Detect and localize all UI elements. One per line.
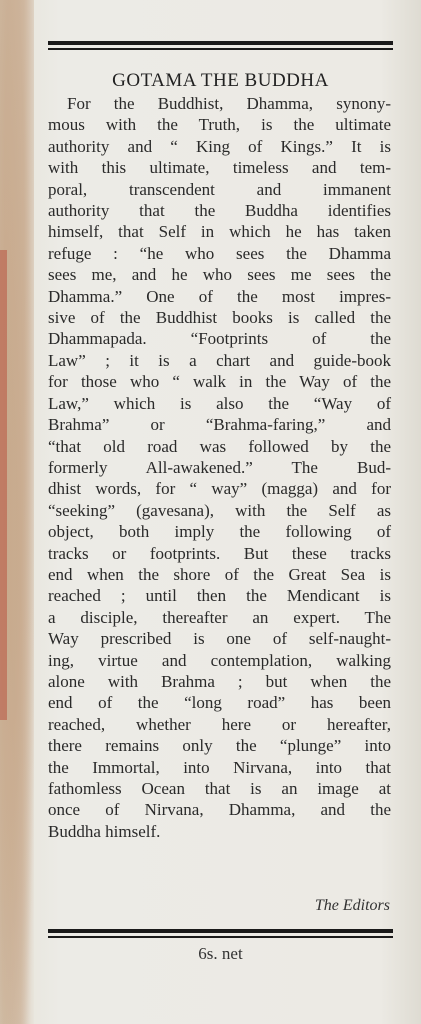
blurb-line: Brahma” or “Brahma-faring,” and (48, 415, 391, 435)
blurb-line: there remains only the “plunge” into (48, 736, 391, 756)
top-double-rule (48, 41, 393, 50)
blurb-line: Dhamma.” One of the most impres- (48, 286, 391, 306)
blurb-line: authority that the Buddha identifies (48, 201, 391, 221)
blurb-line: “that old road was followed by the (48, 436, 391, 456)
blurb-line: sive of the Buddhist books is called the (48, 308, 391, 328)
blurb-line: once of Nirvana, Dhamma, and the (48, 800, 391, 820)
blurb-line: with this ultimate, timeless and tem- (48, 158, 391, 178)
blurb-line: himself, that Self in which he has taken (48, 222, 391, 242)
blurb-line: authority and “ King of Kings.” It is (48, 136, 391, 156)
blurb-line: object, both imply the following of (48, 522, 391, 542)
blurb-line: Way prescribed is one of self-naught- (48, 629, 391, 649)
blurb-line: formerly All-awakened.” The Bud- (48, 457, 391, 477)
blurb-line: dhist words, for “ way” (magga) and for (48, 479, 391, 499)
blurb-line: reached, whether here or hereafter, (48, 714, 391, 734)
blurb-line: Dhammapada. “Footprints of the (48, 329, 391, 349)
page-title: GOTAMA THE BUDDHA (112, 70, 329, 91)
blurb-line: mous with the Truth, is the ultimate (48, 115, 391, 135)
blurb-line: a disciple, thereafter an expert. The (48, 607, 391, 627)
blurb-line: For the Buddhist, Dhamma, synony- (67, 94, 391, 113)
blurb-line: refuge : “he who sees the Dhamma (48, 243, 391, 263)
blurb-line: the Immortal, into Nirvana, into that (48, 757, 391, 777)
blurb-line: Buddha himself. (48, 821, 161, 841)
editors-signature: The Editors (314, 897, 390, 914)
blurb-line: Law,” which is also the “Way of (48, 393, 391, 413)
blurb-line: reached ; until then the Mendicant is (48, 586, 391, 606)
blurb-line: alone with Brahma ; but when the (48, 671, 391, 691)
blurb-line: fathomless Ocean that is an image at (48, 779, 391, 798)
blurb-line: ing, virtue and contemplation, walking (48, 650, 391, 670)
blurb-line: tracks or footprints. But these tracks (48, 543, 391, 563)
blurb-line: end of the “long road” has been (48, 693, 391, 713)
price-label: 6s. net (198, 944, 243, 963)
blurb-text (48, 93, 391, 842)
bottom-double-rule (48, 929, 393, 938)
blurb-line: “seeking” (gavesana), with the Self as (48, 500, 391, 520)
blurb-line: sees me, and he who sees me sees the (48, 265, 391, 285)
spine-edge-strip (0, 250, 7, 720)
blurb-line: end when the shore of the Great Sea is (48, 564, 391, 584)
blurb-line: Law” ; it is a chart and guide-book (48, 350, 391, 370)
blurb-line: poral, transcendent and immanent (48, 179, 391, 199)
blurb-line: for those who “ walk in the Way of the (48, 372, 391, 392)
